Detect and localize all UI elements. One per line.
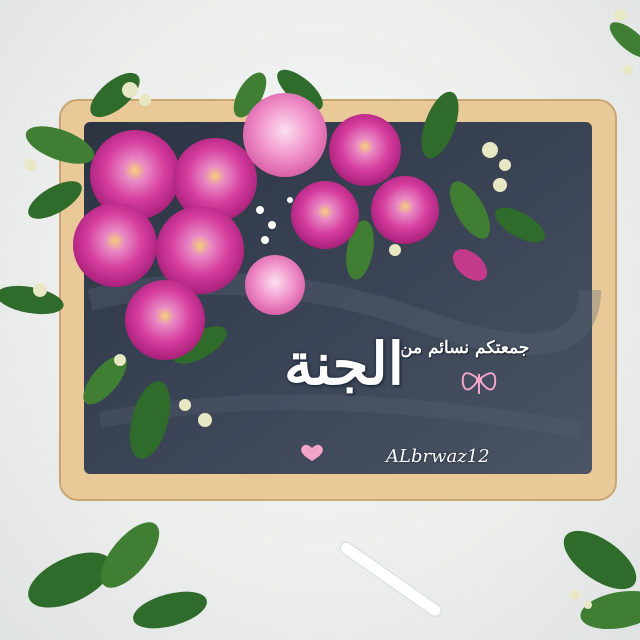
- chalk-stick: [338, 540, 443, 619]
- corner-leaves-top-right: [604, 9, 640, 75]
- signature-watermark: ALbrwaz12: [386, 446, 490, 467]
- caption-word: الجنة: [284, 330, 404, 398]
- corner-leaves-bottom-right: [554, 520, 640, 635]
- corner-leaves-bottom-left: [20, 513, 211, 636]
- caption-phrase: جمعتكم نسائم من: [400, 338, 530, 358]
